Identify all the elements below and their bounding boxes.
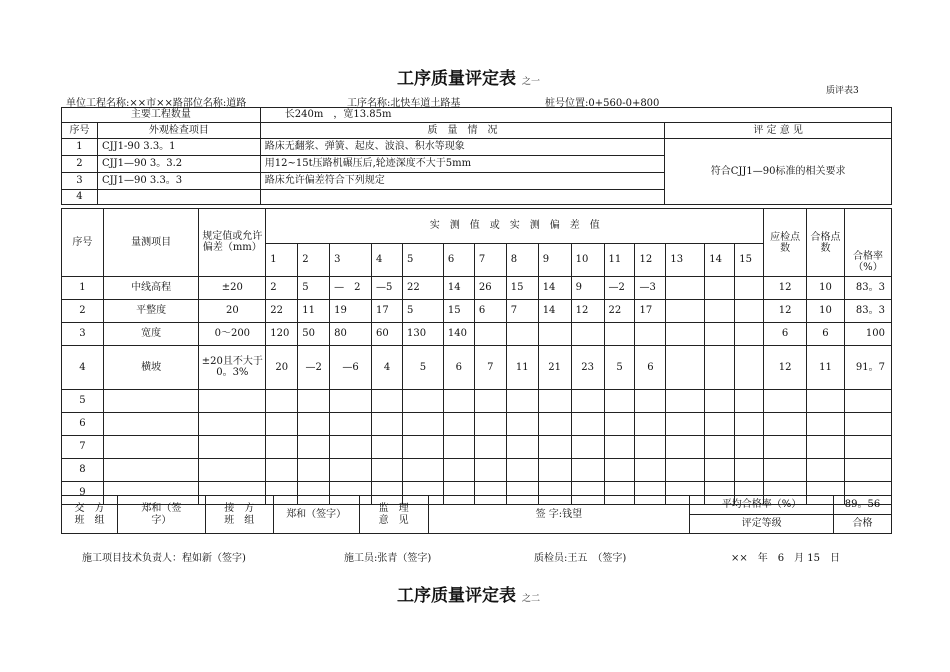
measure-value bbox=[571, 413, 604, 436]
measure-value bbox=[474, 390, 506, 413]
measure-row-pass-count: 11 bbox=[807, 346, 845, 390]
measure-value bbox=[330, 413, 372, 436]
measure-column-number: 14 bbox=[705, 244, 735, 277]
measure-value bbox=[298, 390, 330, 413]
page-title-block bbox=[397, 64, 540, 89]
measure-value bbox=[330, 459, 372, 482]
measure-value bbox=[506, 390, 538, 413]
measure-value: —3 bbox=[635, 277, 666, 300]
appearance-row-no: 4 bbox=[62, 190, 98, 205]
measure-value: 6 bbox=[635, 346, 666, 390]
measure-value bbox=[666, 390, 705, 413]
measure-column-number: 11 bbox=[604, 244, 635, 277]
measure-value: 2 bbox=[266, 277, 298, 300]
measure-header-spec: 规定值或允许偏差（mm） bbox=[199, 209, 266, 277]
page-title-2-block bbox=[397, 581, 540, 606]
measure-header-pass-count: 合格点数 bbox=[807, 209, 845, 277]
measure-column-number: 7 bbox=[474, 244, 506, 277]
measure-row-should-check bbox=[764, 436, 807, 459]
measure-row-pass-rate: 83。3 bbox=[844, 300, 891, 323]
measure-row-no: 7 bbox=[62, 436, 104, 459]
measure-column-number: 2 bbox=[298, 244, 330, 277]
measure-value: 50 bbox=[298, 323, 330, 346]
appearance-row-no: 2 bbox=[62, 156, 98, 173]
measure-value bbox=[635, 390, 666, 413]
measure-value bbox=[635, 436, 666, 459]
measure-value bbox=[735, 390, 764, 413]
measure-value bbox=[571, 323, 604, 346]
measure-row bbox=[62, 390, 892, 413]
measure-value: 130 bbox=[402, 323, 443, 346]
measure-row-spec: 20 bbox=[199, 300, 266, 323]
measure-column-number: 5 bbox=[402, 244, 443, 277]
measure-value bbox=[705, 390, 735, 413]
measure-value: 80 bbox=[330, 323, 372, 346]
measure-value bbox=[266, 459, 298, 482]
measure-row-no: 9 bbox=[62, 482, 104, 505]
measure-header-no: 序号 bbox=[62, 209, 104, 277]
measure-value bbox=[538, 436, 571, 459]
measure-value bbox=[443, 459, 474, 482]
measure-row-item bbox=[103, 436, 199, 459]
measure-row-pass-rate: 91。7 bbox=[844, 346, 891, 390]
measure-value bbox=[604, 413, 635, 436]
measure-value bbox=[443, 390, 474, 413]
measure-value bbox=[372, 413, 403, 436]
measure-value bbox=[705, 323, 735, 346]
measure-value: 60 bbox=[372, 323, 403, 346]
measure-value: 20 bbox=[266, 346, 298, 390]
measure-value bbox=[538, 323, 571, 346]
process-name: 工序名称:北快车道土路基 bbox=[347, 98, 461, 109]
appearance-table bbox=[61, 107, 892, 205]
measure-row-pass-count bbox=[807, 413, 845, 436]
measure-value bbox=[705, 277, 735, 300]
supervisor-signature: 签 字:钱望 bbox=[428, 496, 690, 534]
measure-column-number: 3 bbox=[330, 244, 372, 277]
measure-value: 21 bbox=[538, 346, 571, 390]
main-qty-label: 主要工程数量 bbox=[62, 108, 261, 123]
sign-date: ×× 年 6 月 15 日 bbox=[731, 553, 841, 564]
measure-value: 4 bbox=[372, 346, 403, 390]
measure-value bbox=[735, 323, 764, 346]
average-pass-rate-value: 89。56 bbox=[833, 496, 891, 515]
appearance-row-desc: 路床允许偏差符合下列规定 bbox=[260, 173, 664, 190]
measure-value bbox=[402, 436, 443, 459]
measure-row-item: 平整度 bbox=[103, 300, 199, 323]
measure-header-should-check: 应检点数 bbox=[764, 209, 807, 277]
measure-header-item: 量测项目 bbox=[103, 209, 199, 277]
measure-row bbox=[62, 277, 892, 300]
measure-column-number: 6 bbox=[443, 244, 474, 277]
measure-value bbox=[443, 436, 474, 459]
measure-value bbox=[705, 300, 735, 323]
appearance-row-item bbox=[97, 190, 260, 205]
measure-value: 140 bbox=[443, 323, 474, 346]
measure-value bbox=[604, 459, 635, 482]
appearance-row-desc: 路床无翻浆、弹簧、起皮、波浪、积水等现象 bbox=[260, 139, 664, 156]
appearance-row-desc bbox=[260, 190, 664, 205]
measure-value bbox=[266, 413, 298, 436]
measure-row-should-check: 12 bbox=[764, 300, 807, 323]
measure-value: 11 bbox=[298, 300, 330, 323]
measure-row bbox=[62, 300, 892, 323]
measure-value bbox=[735, 413, 764, 436]
measure-row-spec bbox=[199, 390, 266, 413]
measure-value: — 2 bbox=[330, 277, 372, 300]
measure-column-number: 4 bbox=[372, 244, 403, 277]
measure-value bbox=[571, 390, 604, 413]
measure-value bbox=[474, 413, 506, 436]
measure-value: 6 bbox=[443, 346, 474, 390]
worker-signature: 施工员:张青（签字) bbox=[344, 553, 432, 564]
grade-label: 评定等级 bbox=[690, 515, 834, 534]
measure-value: 7 bbox=[474, 346, 506, 390]
grade-value: 合格 bbox=[833, 515, 891, 534]
measure-value bbox=[443, 413, 474, 436]
measure-value: 22 bbox=[266, 300, 298, 323]
measure-row-should-check bbox=[764, 413, 807, 436]
appearance-row-item: CJJ1-90 3.3。1 bbox=[97, 139, 260, 156]
measure-value: 14 bbox=[538, 277, 571, 300]
form-number: 质评表3 bbox=[826, 86, 859, 96]
measure-value bbox=[474, 436, 506, 459]
measure-value bbox=[666, 346, 705, 390]
measure-value: 120 bbox=[266, 323, 298, 346]
measure-value: 23 bbox=[571, 346, 604, 390]
supervisor-opinion-label: 监 理 意 见 bbox=[359, 496, 428, 534]
appearance-row-desc: 用12~15t压路机碾压后,轮迹深度不大于5mm bbox=[260, 156, 664, 173]
measure-value bbox=[402, 459, 443, 482]
measure-row-spec bbox=[199, 413, 266, 436]
measure-row-item: 中线高程 bbox=[103, 277, 199, 300]
measure-value bbox=[666, 459, 705, 482]
measure-row-should-check: 12 bbox=[764, 277, 807, 300]
measure-row-should-check: 12 bbox=[764, 346, 807, 390]
measure-value bbox=[372, 459, 403, 482]
measure-value bbox=[635, 413, 666, 436]
measure-value: 11 bbox=[506, 346, 538, 390]
appearance-header-item: 外观检查项目 bbox=[97, 123, 260, 139]
main-qty-value: 长240m ，宽13.85m bbox=[260, 108, 891, 123]
measure-value bbox=[506, 459, 538, 482]
measure-row-item: 横坡 bbox=[103, 346, 199, 390]
measure-value bbox=[402, 413, 443, 436]
measure-row-pass-count bbox=[807, 436, 845, 459]
measure-row-pass-rate bbox=[844, 436, 891, 459]
measure-value bbox=[735, 346, 764, 390]
appearance-row-no: 3 bbox=[62, 173, 98, 190]
measure-value bbox=[635, 459, 666, 482]
measure-value: 22 bbox=[604, 300, 635, 323]
measure-row-should-check bbox=[764, 459, 807, 482]
measure-row-item: 宽度 bbox=[103, 323, 199, 346]
measure-value bbox=[705, 459, 735, 482]
approval-table bbox=[61, 495, 892, 534]
measure-row-no: 1 bbox=[62, 277, 104, 300]
measure-column-number: 12 bbox=[635, 244, 666, 277]
measure-value bbox=[735, 436, 764, 459]
station-position: 桩号位置:0+560-0+800 bbox=[545, 98, 660, 109]
measure-value bbox=[474, 323, 506, 346]
tech-lead-signature: 施工项目技术负责人：程如新（签字) bbox=[82, 553, 246, 564]
unit-project-name: 单位工程名称:××市××路部位名称:道路 bbox=[66, 98, 247, 109]
measure-header-pass-rate: 合格率（%） bbox=[844, 209, 891, 277]
appearance-row-item: CJJ1—90 3.3。3 bbox=[97, 173, 260, 190]
measure-value bbox=[666, 323, 705, 346]
measure-value bbox=[735, 300, 764, 323]
measure-value: 5 bbox=[604, 346, 635, 390]
measure-value bbox=[506, 436, 538, 459]
measure-value: 15 bbox=[506, 277, 538, 300]
measure-value: 14 bbox=[443, 277, 474, 300]
measure-row-no: 3 bbox=[62, 323, 104, 346]
measure-value bbox=[666, 277, 705, 300]
measure-value bbox=[538, 390, 571, 413]
measure-value bbox=[402, 390, 443, 413]
measure-row bbox=[62, 323, 892, 346]
measure-value bbox=[604, 390, 635, 413]
measure-value: 5 bbox=[298, 277, 330, 300]
measure-value bbox=[571, 436, 604, 459]
measure-value: 6 bbox=[474, 300, 506, 323]
measure-value: —6 bbox=[330, 346, 372, 390]
measure-value bbox=[474, 459, 506, 482]
appearance-opinion: 符合CJJ1—90标准的相关要求 bbox=[665, 139, 892, 205]
measure-value bbox=[604, 323, 635, 346]
measure-value bbox=[705, 346, 735, 390]
measure-value bbox=[538, 413, 571, 436]
measure-row bbox=[62, 436, 892, 459]
receiver-signature: 郑和（签字） bbox=[273, 496, 359, 534]
measure-row-pass-rate: 100 bbox=[844, 323, 891, 346]
measure-value: 26 bbox=[474, 277, 506, 300]
measure-value bbox=[635, 323, 666, 346]
measure-row-pass-rate: 83。3 bbox=[844, 277, 891, 300]
handover-team-label: 交 方 班 组 bbox=[62, 496, 118, 534]
measure-value bbox=[604, 436, 635, 459]
measure-value bbox=[571, 459, 604, 482]
measure-row-pass-rate bbox=[844, 413, 891, 436]
appearance-row-no: 1 bbox=[62, 139, 98, 156]
measure-column-number: 10 bbox=[571, 244, 604, 277]
handover-signature: 郑和（签 字） bbox=[117, 496, 205, 534]
page-title-2-suffix: 之二 bbox=[522, 594, 541, 604]
measure-value bbox=[735, 459, 764, 482]
measure-value: 7 bbox=[506, 300, 538, 323]
measurement-table bbox=[61, 208, 892, 505]
measure-value: 19 bbox=[330, 300, 372, 323]
measure-row-item bbox=[103, 413, 199, 436]
measure-value: 5 bbox=[402, 346, 443, 390]
measure-value bbox=[266, 436, 298, 459]
receiver-team-label: 接 方 班 组 bbox=[205, 496, 273, 534]
measure-value bbox=[298, 413, 330, 436]
measure-row-spec: ±20 bbox=[199, 277, 266, 300]
measure-value bbox=[705, 436, 735, 459]
measure-row-no: 8 bbox=[62, 459, 104, 482]
measure-row-no: 6 bbox=[62, 413, 104, 436]
measure-row-pass-rate bbox=[844, 459, 891, 482]
measure-value: 15 bbox=[443, 300, 474, 323]
appearance-header-quality: 质 量 情 况 bbox=[260, 123, 664, 139]
average-pass-rate-label: 平均合格率（%） bbox=[690, 496, 834, 515]
measure-value: 22 bbox=[402, 277, 443, 300]
measure-value: 5 bbox=[402, 300, 443, 323]
measure-value: 12 bbox=[571, 300, 604, 323]
measure-value bbox=[372, 390, 403, 413]
measure-row-pass-count: 10 bbox=[807, 277, 845, 300]
measure-row-no: 5 bbox=[62, 390, 104, 413]
measure-row-pass-count: 6 bbox=[807, 323, 845, 346]
measure-value bbox=[372, 436, 403, 459]
measure-column-number: 8 bbox=[506, 244, 538, 277]
measure-header-values: 实 测 值 或 实 测 偏 差 值 bbox=[266, 209, 764, 244]
measure-value bbox=[330, 436, 372, 459]
measure-row-item bbox=[103, 459, 199, 482]
measure-value bbox=[298, 436, 330, 459]
page-title-2: 工序质量评定表 bbox=[397, 586, 516, 606]
measure-row bbox=[62, 459, 892, 482]
measure-value bbox=[666, 300, 705, 323]
measure-row-spec bbox=[199, 436, 266, 459]
measure-row-should-check bbox=[764, 390, 807, 413]
page-title-suffix: 之一 bbox=[522, 77, 541, 87]
measure-row-no: 4 bbox=[62, 346, 104, 390]
appearance-header-opinion: 评 定 意 见 bbox=[665, 123, 892, 139]
measure-row-item bbox=[103, 390, 199, 413]
inspector-signature: 质检员:王五 （签字) bbox=[534, 553, 627, 564]
measure-column-number: 1 bbox=[266, 244, 298, 277]
measure-row-should-check: 6 bbox=[764, 323, 807, 346]
measure-row bbox=[62, 413, 892, 436]
measure-value bbox=[506, 413, 538, 436]
measure-value: —2 bbox=[298, 346, 330, 390]
measure-row-spec: 0～200 bbox=[199, 323, 266, 346]
measure-value: 9 bbox=[571, 277, 604, 300]
measure-row bbox=[62, 346, 892, 390]
measure-row-pass-count: 10 bbox=[807, 300, 845, 323]
page-title: 工序质量评定表 bbox=[397, 69, 516, 89]
measure-value bbox=[666, 413, 705, 436]
appearance-header-no: 序号 bbox=[62, 123, 98, 139]
measure-row-pass-rate bbox=[844, 390, 891, 413]
measure-value: —5 bbox=[372, 277, 403, 300]
measure-row-no: 2 bbox=[62, 300, 104, 323]
measure-row-pass-count bbox=[807, 459, 845, 482]
measure-value bbox=[266, 390, 298, 413]
measure-value bbox=[330, 390, 372, 413]
appearance-row-item: CJJ1—90 3。3.2 bbox=[97, 156, 260, 173]
measure-column-number: 13 bbox=[666, 244, 705, 277]
measure-value: —2 bbox=[604, 277, 635, 300]
measure-value: 17 bbox=[372, 300, 403, 323]
measure-value bbox=[666, 436, 705, 459]
measure-value bbox=[735, 277, 764, 300]
measure-value bbox=[538, 459, 571, 482]
measure-value bbox=[298, 459, 330, 482]
measure-column-number: 15 bbox=[735, 244, 764, 277]
measure-value bbox=[506, 323, 538, 346]
measure-value bbox=[705, 413, 735, 436]
measure-row-pass-count bbox=[807, 390, 845, 413]
measure-value: 14 bbox=[538, 300, 571, 323]
measure-row-spec bbox=[199, 459, 266, 482]
measure-value: 17 bbox=[635, 300, 666, 323]
measure-column-number: 9 bbox=[538, 244, 571, 277]
measure-row-spec: ±20且不大于0。3% bbox=[199, 346, 266, 390]
